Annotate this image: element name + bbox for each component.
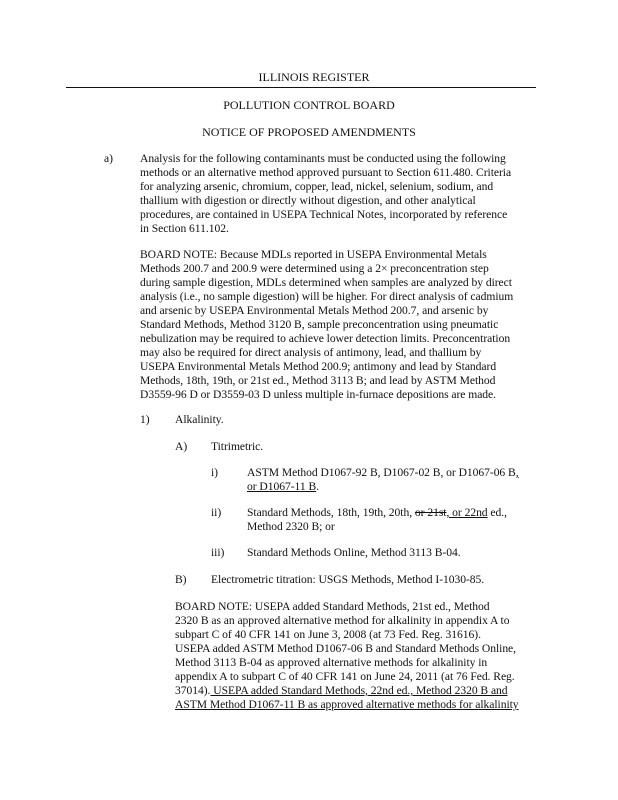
- board-note-2-inserted: USEPA added Standard Methods, 22nd ed., Method 2320 B and: [210, 684, 508, 697]
- para-a-line: for analyzing arsenic, chromium, copper, lead, nickel, selenium, sodium, and: [140, 180, 494, 193]
- para-a-line: procedures, are contained in USEPA Technical Notes, incorporated by reference: [140, 208, 508, 221]
- item-A-text: Titrimetric.: [211, 440, 264, 453]
- para-a-label: a): [104, 152, 113, 165]
- notice-title: NOTICE OF PROPOSED AMENDMENTS: [202, 125, 416, 139]
- item-i-label: i): [211, 466, 218, 479]
- item-ii-post: ed.,: [487, 506, 507, 519]
- board-note-2-line: USEPA added ASTM Method D1067-06 B and Standard Methods Online,: [175, 642, 517, 655]
- board-note-1-line: may also be required for direct analysis of antimony, lead, and thallium by: [140, 346, 482, 359]
- board-note-1-line: BOARD NOTE: Because MDLs reported in USEPA Environmental Metals: [140, 248, 487, 261]
- board-note-1-line: Standard Methods, Method 3120 B, sample preconcentration using pneumatic: [140, 318, 499, 331]
- board-note-2-plain: 37014).: [175, 684, 211, 697]
- board-note-2-line: subpart C of 40 CFR 141 on June 3, 2008 (at 73 Fed. Reg. 31616).: [175, 628, 481, 641]
- board-note-2-line: appendix A to subpart C of 40 CFR 141 on June 24, 2011 (at 76 Fed. Reg.: [175, 670, 515, 683]
- item-B-label: B): [175, 573, 187, 586]
- item-B-text: Electrometric titration: USGS Methods, Method I-1030-85.: [211, 573, 485, 586]
- board-title: POLLUTION CONTROL BOARD: [223, 98, 395, 112]
- item-ii-pre: Standard Methods, 18th, 19th, 20th,: [247, 506, 415, 519]
- item-i-inserted-method: or D1067-11 B: [247, 480, 317, 493]
- board-note-1-line: and arsenic by USEPA Environmental Metals Method 200.7, and arsenic by: [140, 304, 489, 317]
- item-ii-inserted: , or 22nd: [446, 506, 488, 519]
- item-ii-label: ii): [211, 506, 222, 519]
- item-1-text: Alkalinity.: [175, 413, 224, 426]
- board-note-2-line: [175, 698, 519, 712]
- para-a-line: Analysis for the following contaminants must be conducted using the following: [140, 152, 506, 165]
- item-ii-line1: [247, 506, 507, 520]
- item-iii-label: iii): [211, 546, 225, 559]
- item-ii-deleted: or 21st: [414, 506, 447, 519]
- board-note-1-line: D3559-96 D or D3559-03 D unless multiple in-furnace depositions are made.: [140, 388, 497, 401]
- board-note-2-line: Method 3113 B-04 as approved alternative methods for alkalinity in: [175, 656, 488, 669]
- para-a-line: methods or an alternative method approved pursuant to Section 611.480. Criteria: [140, 166, 512, 179]
- item-i-line1: [247, 466, 519, 480]
- item-ii-line2: Method 2320 B; or: [247, 520, 335, 533]
- board-note-2-line: [175, 684, 508, 698]
- board-note-1-line: during sample digestion, MDLs determined when samples are analyzed by direct: [140, 276, 512, 289]
- header-rule: [66, 87, 536, 88]
- board-note-2-inserted: ASTM Method D1067-11 B as approved alternative methods for alkalinity: [175, 698, 519, 711]
- board-note-2-line: 2320 B as an approved alternative method for alkalinity in appendix A to: [175, 614, 510, 627]
- register-title: ILLINOIS REGISTER: [258, 70, 370, 84]
- item-i-line2: [247, 480, 319, 494]
- item-i-text: ASTM Method D1067-92 B, D1067-02 B, or D1067-06 B: [247, 466, 516, 479]
- item-A-label: A): [175, 440, 188, 453]
- board-note-1-line: USEPA Environmental Metals Method 200.9; antimony and lead by Standard: [140, 360, 497, 373]
- board-note-2-line: BOARD NOTE: USEPA added Standard Methods, 21st ed., Method: [175, 600, 490, 613]
- item-i-inserted-comma: ,: [515, 466, 519, 479]
- board-note-1-line: Methods 200.7 and 200.9 were determined using a 2× preconcentration step: [140, 262, 489, 275]
- board-note-1-line: Methods, 18th, 19th, or 21st ed., Method 3113 B; and lead by ASTM Method: [140, 374, 496, 387]
- item-1-label: 1): [140, 413, 150, 426]
- item-i-tail: .: [316, 480, 319, 493]
- board-note-1-line: nebulization may be required to achieve lower detection limits. Preconcentration: [140, 332, 511, 345]
- para-a-line: in Section 611.102.: [140, 222, 229, 235]
- board-note-1-line: analysis (i.e., no sample digestion) will be higher. For direct analysis of cadmium: [140, 290, 514, 303]
- para-a-line: thallium with digestion or directly without digestion, and other analytical: [140, 194, 476, 207]
- item-iii-text: Standard Methods Online, Method 3113 B-04.: [247, 546, 461, 559]
